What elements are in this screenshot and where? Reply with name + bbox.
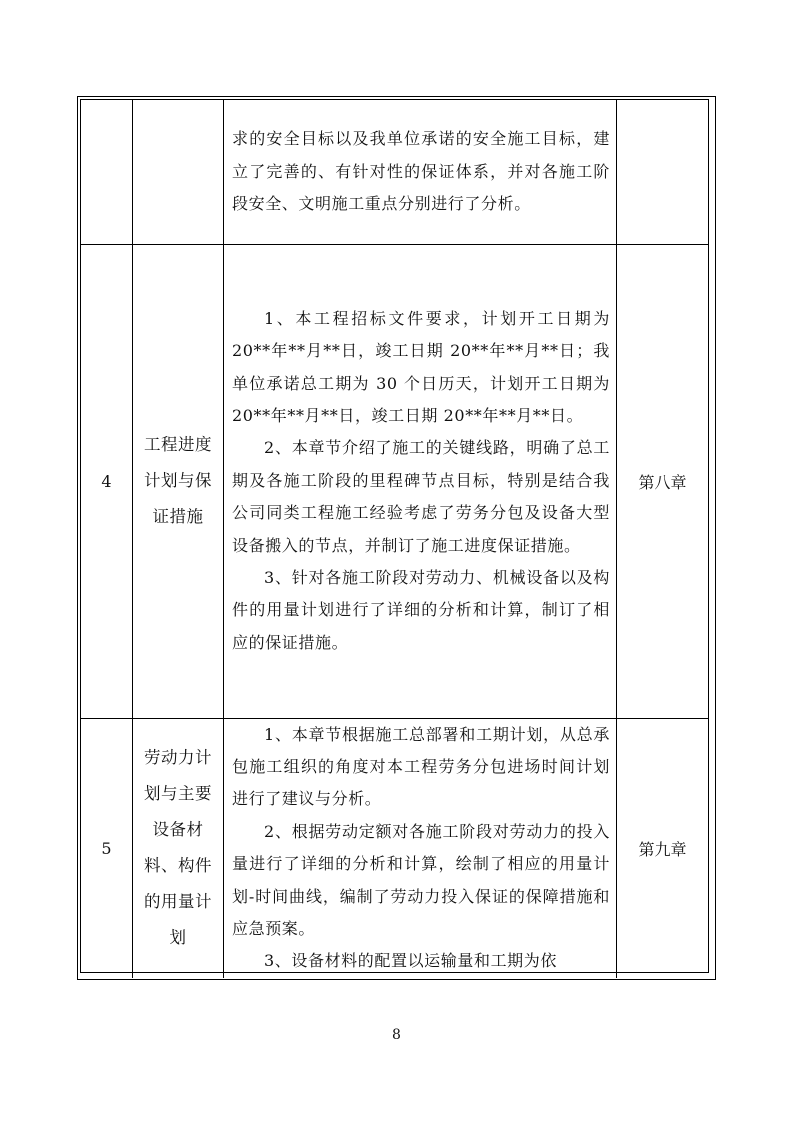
table-row [81, 244, 708, 718]
content-paragraph: 3、设备材料的配置以运输量和工期为依 [264, 951, 557, 971]
row-content [224, 244, 617, 718]
row-title [133, 244, 224, 718]
content-paragraph: 求的安全目标以及我单位承诺的安全施工目标，建立了完善的、有针对性的保证体系，并对各施工阶段安全、文明施工重点分别进行了分析。 [232, 129, 610, 213]
table-row [81, 100, 708, 244]
row-chapter: 第九章 [617, 718, 709, 978]
table-row [81, 718, 708, 978]
row-chapter [617, 100, 709, 244]
content-paragraph: 3、针对各施工阶段对劳动力、机械设备以及构件的用量计划进行了详细的分析和计算，制订了相应的保证措施。 [232, 568, 610, 652]
row-content [224, 718, 617, 978]
row-number: 5 [81, 718, 133, 978]
summary-table-frame [77, 96, 716, 980]
row-title [133, 718, 224, 978]
row-title [133, 100, 224, 244]
content-paragraph: 1、本工程招标文件要求，计划开工日期为20**年**月**日，竣工日期 20**年**月**日；我单位承诺总工期为 30 个日历天，计划开工日期为 20**年**月**日，竣工日期 20**年**月**日。 [232, 308, 610, 425]
row-title-text: 劳动力计划与主要设备材料、构件的用量计划 [144, 748, 212, 948]
row-number [81, 100, 133, 244]
page-number: 8 [392, 1027, 401, 1043]
row-chapter: 第八章 [617, 244, 709, 718]
content-paragraph: 2、根据劳动定额对各施工阶段对劳动力的投入量进行了详细的分析和计算，绘制了相应的用量计划-时间曲线，编制了劳动力投入保证的保障措施和应急预案。 [232, 821, 610, 938]
row-title-text: 工程进度计划与保证措施 [144, 435, 212, 526]
content-paragraph: 1、本章节根据施工总部署和工期计划，从总承包施工组织的角度对本工程劳务分包进场时间计划进行了建议与分析。 [232, 724, 610, 809]
summary-table [80, 99, 709, 973]
row-content [224, 100, 617, 244]
row-number: 4 [81, 244, 133, 718]
content-paragraph: 2、本章节介绍了施工的关键线路，明确了总工期及各施工阶段的里程碑节点目标，特别是结合我公司同类工程施工经验考虑了劳务分包及设备大型设备搬入的节点，并制订了施工进度保证措施。 [232, 438, 610, 555]
